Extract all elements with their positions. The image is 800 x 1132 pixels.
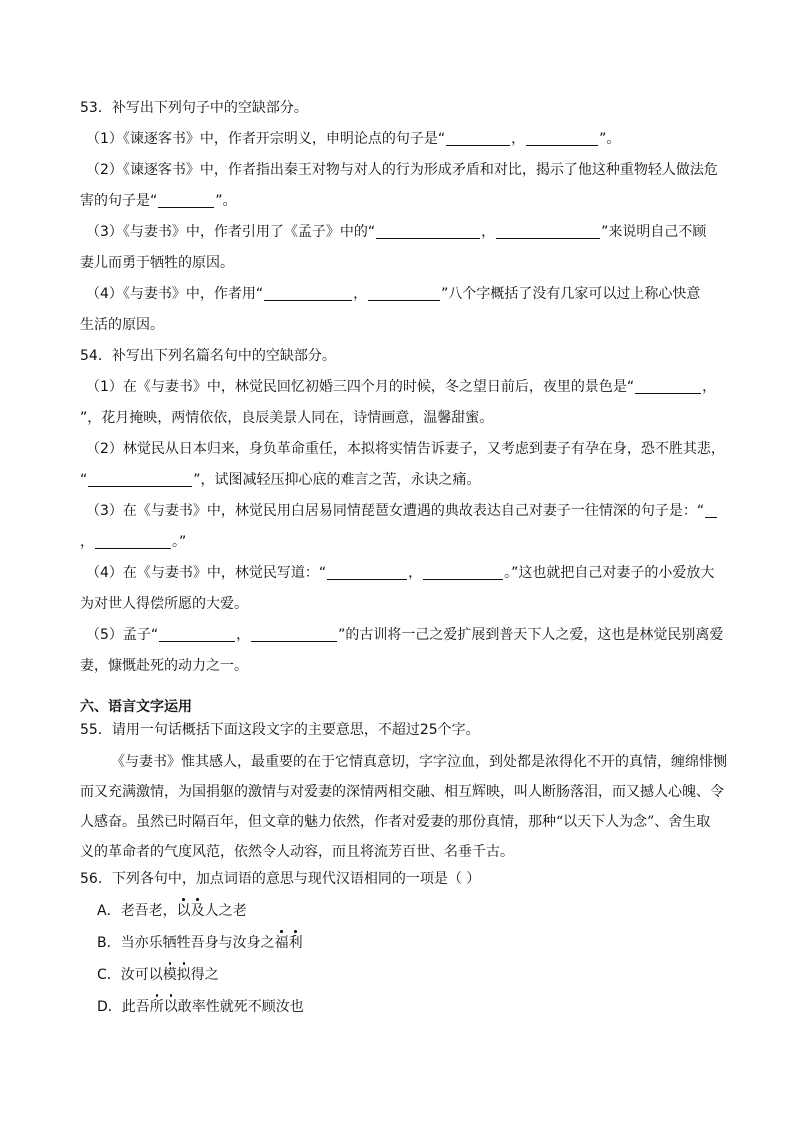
option-c[interactable]: C．汝可以模拟得之 — [97, 967, 219, 983]
q54-sub5-line2: 妻，慷慨赴死的动力之一。 — [80, 658, 248, 674]
answer-blank[interactable] — [496, 223, 600, 239]
q53-sub3-line1: （3）《与妻书》中，作者引用了《孟子》中的“ ， ”来说明自己不顾 — [86, 224, 707, 240]
q54-sub3-line2: ， 。” — [80, 534, 187, 550]
option-d[interactable]: D．此吾所以敢率性就死不顾汝也 — [97, 999, 304, 1015]
answer-blank[interactable] — [158, 192, 214, 208]
emphasis-char: 所 — [149, 999, 164, 1015]
q54-sub3-line1: （3）在《与妻书》中，林觉民用白居易同情琵琶女遭遇的典故表达自己对妻子一往情深的句子是：“ — [86, 501, 718, 521]
answer-blank[interactable] — [251, 626, 337, 642]
q53-sub2-line1: （2）《谏逐客书》中，作者指出秦王对物与对人的行为形成矛盾和对比，揭示了他这种重物轻人做法危 — [86, 162, 718, 178]
emphasis-char: 及 — [190, 903, 205, 919]
answer-blank[interactable] — [446, 130, 510, 146]
option-b[interactable]: B．当亦乐牺牲吾身与汝身之福利 — [97, 935, 303, 951]
q54-sub4-line2: 为对世人得偿所愿的大爱。 — [80, 596, 248, 612]
q54-sub4-line1: （4）在《与妻书》中，林觉民写道：“ ， 。”这也就把自己对妻子的小爱放大 — [86, 565, 715, 581]
option-a[interactable]: A．老吾老，以及人之老 — [97, 903, 247, 919]
q55-paragraph-line: 人感奋。虽然已时隔百年，但文章的魅力依然，作者对爱妻的那份真情，那种“以天下人为念”、舍生取 — [80, 814, 711, 830]
answer-blank[interactable] — [88, 471, 192, 487]
q54-sub5-line1: （5）孟子“ ， ”的古训将一己之爱扩展到普天下人之爱，这也是林觉民别离爱 — [86, 627, 724, 643]
q55-paragraph-line: 义的革命者的气度风范，依然令人动容，而且将流芳百世、名垂千古。 — [80, 844, 514, 860]
q55-title: 55．请用一句话概括下面这段文字的主要意思，不超过25个字。 — [80, 722, 480, 738]
q54-sub1-line2: ”，花月掩映，两情依依，良辰美景人同在，诗情画意，温馨甜蜜。 — [80, 410, 494, 426]
emphasis-char: 拟 — [176, 967, 191, 983]
q55-paragraph-line: 而又充满激情，为国捐躯的激情与对爱妻的深情两相交融、相互辉映，叫人断肠落泪，而又撼人心魄、令 — [80, 784, 724, 800]
answer-blank[interactable] — [327, 564, 407, 580]
section-heading: 六、语言文字运用 — [80, 699, 192, 715]
emphasis-char: 模 — [162, 967, 177, 983]
answer-blank[interactable] — [526, 130, 598, 146]
emphasis-char: 福 — [274, 935, 289, 951]
q54-sub1-line1: （1）在《与妻书》中，林觉民回忆初婚三四个月的时候，冬之望日前后，夜里的景色是“ ， — [86, 379, 717, 395]
q54-sub2-line2: “ ”，试图减轻压抑心底的难言之苦，永诀之痛。 — [80, 472, 481, 488]
answer-blank[interactable] — [635, 378, 701, 394]
emphasis-char: 以 — [163, 999, 178, 1015]
q56-title: 56．下列各句中，加点词语的意思与现代汉语相同的一项是（ ） — [80, 871, 481, 887]
q55-paragraph-line: 《与妻书》惟其感人，最重要的在于它情真意切，字字泣血，到处都是浓得化不开的真情，缠绵悱恻 — [111, 754, 727, 770]
answer-blank[interactable] — [423, 564, 503, 580]
emphasis-char: 利 — [288, 935, 303, 951]
q53-sub3-line2: 妻儿而勇于牺牲的原因。 — [80, 255, 234, 271]
answer-blank[interactable] — [705, 502, 717, 518]
answer-blank[interactable] — [368, 285, 440, 301]
answer-blank[interactable] — [376, 223, 480, 239]
answer-blank[interactable] — [95, 533, 171, 549]
answer-blank[interactable] — [159, 626, 235, 642]
emphasis-char: 以 — [176, 903, 191, 919]
q53-title: 53．补写出下列句子中的空缺部分。 — [80, 100, 308, 116]
q53-sub1: （1）《谏逐客书》中，作者开宗明义，申明论点的句子是“ ， ”。 — [86, 131, 621, 147]
q53-sub4-line1: （4）《与妻书》中，作者用“ ， ”八个字概括了没有几家可以过上称心快意 — [86, 286, 701, 302]
answer-blank[interactable] — [264, 285, 352, 301]
q54-sub2-line1: （2）林觉民从日本归来，身负革命重任，本拟将实情告诉妻子，又考虑到妻子有孕在身，恐不胜其悲， — [86, 441, 725, 457]
q54-title: 54．补写出下列名篇名句中的空缺部分。 — [80, 348, 336, 364]
q53-sub4-line2: 生活的原因。 — [80, 317, 164, 333]
q53-sub2-line2: 害的句子是“ ”。 — [80, 193, 237, 209]
